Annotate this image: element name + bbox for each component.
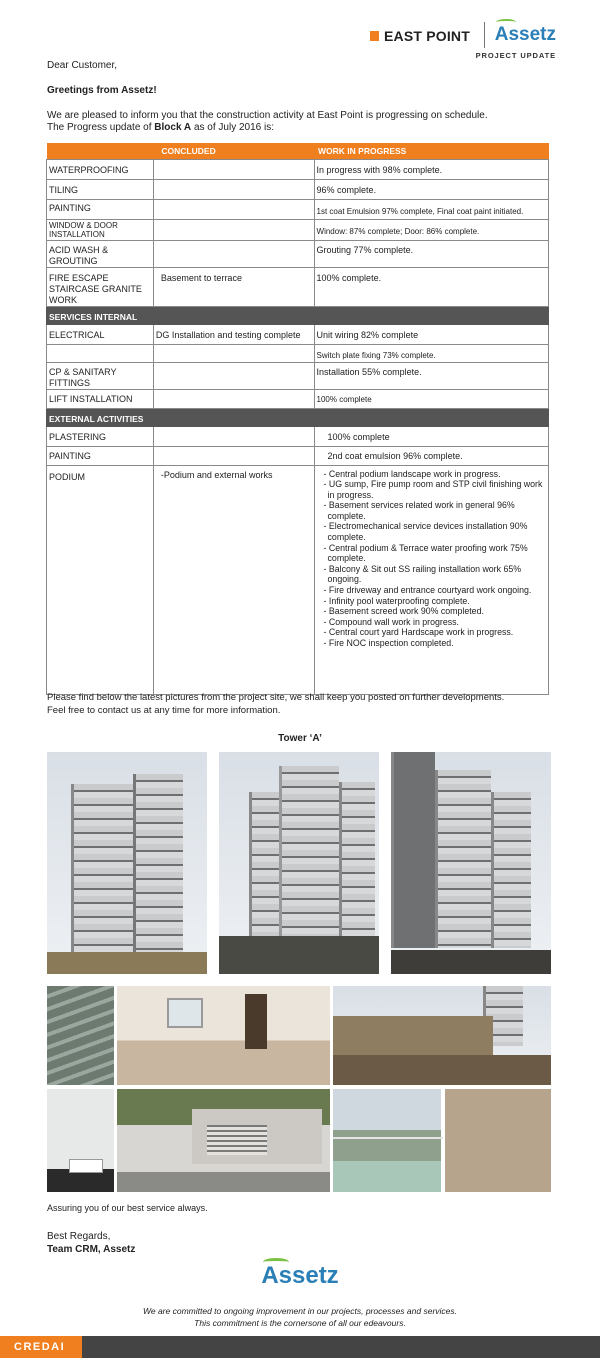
after-table-line-1: Please find below the latest pictures from the project site, we shall keep you posted on further developments.: [47, 692, 505, 703]
intro-line-2: The Progress update of Block A as of July 2016 is:: [47, 122, 274, 133]
table-row: PLASTERING 100% complete: [47, 426, 549, 446]
credai-logo: CREDAI: [0, 1336, 82, 1358]
intro-line-1: We are pleased to inform you that the construction activity at East Point is progressing on schedule.: [47, 110, 488, 121]
motto: [0, 1305, 600, 1329]
list-item: - Fire NOC inspection completed.: [323, 638, 454, 648]
list-item: - Central podium landscape work in progress.: [323, 468, 501, 479]
assetz-logo: Assetz: [494, 24, 556, 45]
tower-a-photo-2: [219, 752, 379, 974]
col-concluded: CONCLUDED: [153, 143, 314, 159]
list-item: - Balcony & Sit out SS railing installation work 65% ongoing.: [323, 563, 522, 585]
table-row: LIFT INSTALLATION 100% complete: [47, 389, 549, 408]
regards-text: Best Regards,: [47, 1231, 111, 1242]
list-item: - Central podium & Terrace water proofing work 75% complete.: [323, 542, 528, 564]
col-work-in-progress: WORK IN PROGRESS: [314, 143, 548, 159]
motto-line-2: This commitment is the cornersone of all our edeavours.: [194, 1318, 406, 1328]
east-point-mark-icon: [370, 31, 379, 41]
table-row: ACID WASH & GROUTING Grouting 77% complete.: [47, 240, 549, 267]
assetz-footer-logo: Assetz: [261, 1262, 339, 1289]
block-name: Block A: [154, 122, 192, 133]
table-row: CP & SANITARY FITTINGS Installation 55% complete.: [47, 362, 549, 389]
after-table-line-2: Feel free to contact us at any time for more information.: [47, 705, 281, 716]
interior-photo: [117, 986, 330, 1085]
list-item: - Basement services related work in general 96% complete.: [323, 500, 515, 521]
staircase-photo: [47, 986, 114, 1085]
table-row: PAINTING 2nd coat emulsion 96% complete.: [47, 446, 549, 465]
table-row: TILING 96% complete.: [47, 179, 549, 199]
logo-divider: [484, 22, 485, 48]
table-header: [47, 143, 549, 159]
list-item: - Electromechanical service devices installation 90% complete.: [323, 521, 528, 543]
project-update-tagline: PROJECT UPDATE: [475, 51, 556, 60]
header-logo: [376, 22, 556, 64]
team-signature: Team CRM, Assetz: [47, 1244, 136, 1255]
tower-a-photo-3: [391, 752, 551, 974]
table-row: WATERPROOFING In progress with 98% complete.: [47, 159, 549, 179]
balcony-view-photo: [333, 1089, 551, 1192]
list-item: - Fire driveway and entrance courtyard work ongoing.: [323, 585, 532, 596]
list-item: - Infinity pool waterproofing complete.: [323, 595, 470, 606]
section-services-internal: SERVICES INTERNAL: [47, 306, 549, 324]
compound-wall-photo: [117, 1089, 330, 1192]
table-row: Switch plate fixing 73% complete.: [47, 344, 549, 362]
salutation: Dear Customer,: [47, 60, 118, 71]
list-item: - Central court yard Hardscape work in progress.: [323, 627, 514, 638]
table-row-podium: PODIUM -Podium and external works - Central podium landscape work in progress. - UG sump, Fire pump room and STP civil finishing work in progress. - Basement services related work in general 96% complete. - Electromechanical service devices installation 90% complete. - Central podium & Terrace water proofing work 75% complete. - Balcony & Sit out SS railing installation work 65% ongoing. - Fire driveway and entrance courtyard work ongoing. - Infinity pool waterproofing complete. - Basement screed work 90% completed. - Compound wall work in progress. - Central court yard Hardscape work in progress. - Fire NOC inspection completed.: [47, 465, 549, 694]
greeting: Greetings from Assetz!: [47, 85, 157, 96]
table-row: FIRE ESCAPE STAIRCASE GRANITE WORK Basement to terrace 100% complete.: [47, 267, 549, 306]
podium-wip-list: [314, 465, 548, 694]
table-row: ELECTRICAL DG Installation and testing complete Unit wiring 82% complete: [47, 324, 549, 344]
table-row: PAINTING 1st coat Emulsion 97% complete, Final coat paint initiated.: [47, 199, 549, 219]
east-point-logo: [370, 28, 470, 44]
east-point-brand: EAST POINT: [383, 28, 470, 44]
photos-caption: Tower ‘A’: [278, 733, 322, 744]
section-external-activities: EXTERNAL ACTIVITIES: [47, 408, 549, 426]
list-item: - Compound wall work in progress.: [323, 616, 459, 627]
bathroom-photo: [47, 1089, 114, 1192]
footer-bar: [0, 1336, 600, 1358]
list-item: - UG sump, Fire pump room and STP civil finishing work in progress.: [323, 479, 543, 500]
assurance-text: Assuring you of our best service always.: [47, 1203, 208, 1213]
motto-line-1: We are committed to ongoing improvement in our projects, processes and services.: [142, 1306, 457, 1316]
podium-works-photo: [333, 986, 551, 1085]
tower-a-photo-1: [47, 752, 207, 974]
progress-table: [46, 143, 549, 695]
table-row: WINDOW & DOOR INSTALLATION Window: 87% complete; Door: 86% complete.: [47, 219, 549, 240]
list-item: - Basement screed work 90% completed.: [323, 606, 484, 617]
